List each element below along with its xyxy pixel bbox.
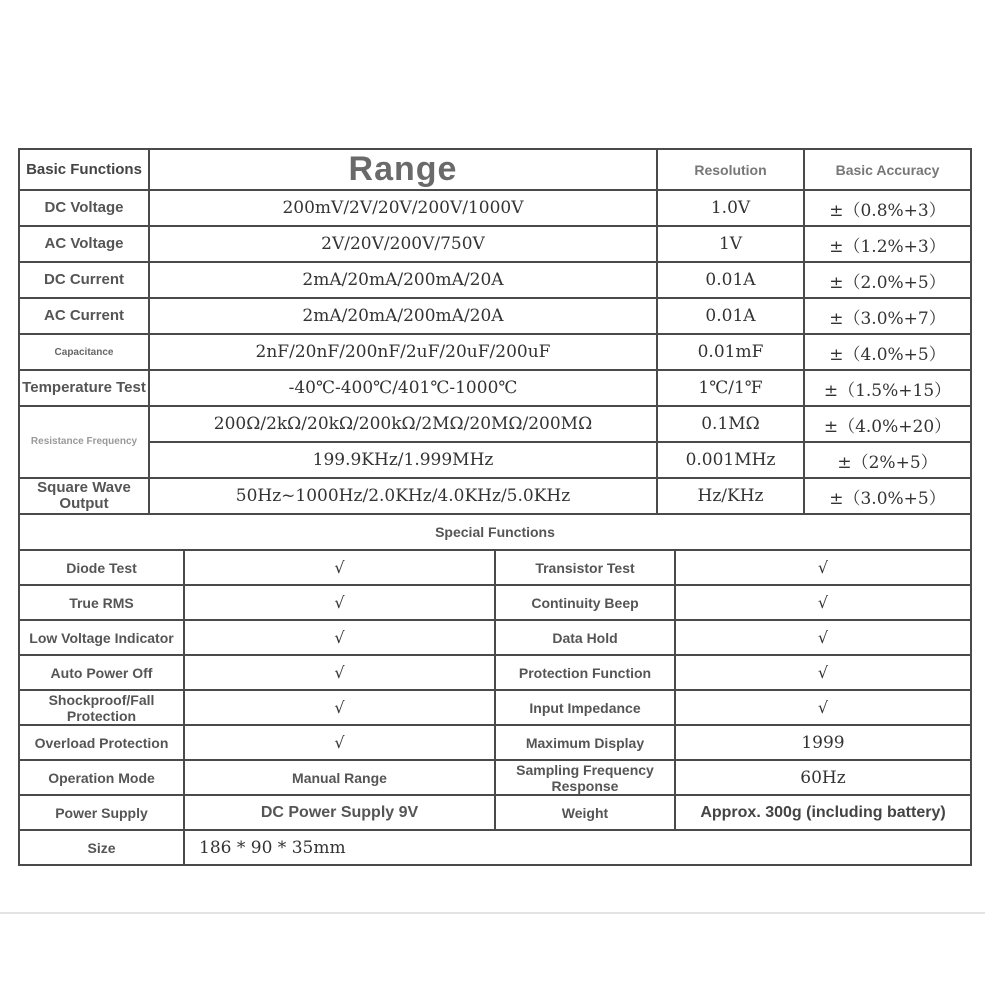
table-row (19, 655, 971, 690)
row-range: 2V/20V/200V/750V (149, 226, 657, 262)
table-row (19, 370, 971, 406)
spec-sheet (18, 148, 970, 866)
table-row (19, 760, 971, 795)
row-label: AC Current (19, 298, 149, 334)
row-range: 200Ω/2kΩ/20kΩ/200kΩ/2MΩ/20MΩ/200MΩ (149, 406, 657, 442)
row-accuracy: ±（3.0%+7） (804, 298, 971, 334)
check-icon: √ (675, 585, 971, 620)
feature-value: 1999 (675, 725, 971, 760)
header-row (19, 149, 971, 190)
row-accuracy: ±（1.5%+15） (804, 370, 971, 406)
row-resolution: 0.01A (657, 262, 804, 298)
row-resolution: 0.01mF (657, 334, 804, 370)
feature-label: Shockproof/Fall Protection (19, 690, 184, 725)
row-resolution: 1℃/1℉ (657, 370, 804, 406)
row-accuracy: ±（0.8%+3） (804, 190, 971, 226)
table-row (19, 406, 971, 442)
row-label: DC Current (19, 262, 149, 298)
feature-label: Data Hold (495, 620, 675, 655)
divider (0, 912, 985, 914)
row-range: 199.9KHz/1.999MHz (149, 442, 657, 478)
special-functions-table (18, 513, 972, 866)
table-row (19, 442, 971, 478)
feature-label: True RMS (19, 585, 184, 620)
row-accuracy: ±（4.0%+5） (804, 334, 971, 370)
check-icon: √ (184, 690, 495, 725)
feature-label: Weight (495, 795, 675, 830)
row-label: DC Voltage (19, 190, 149, 226)
row-range: 2nF/20nF/200nF/2uF/20uF/200uF (149, 334, 657, 370)
row-accuracy: ±（4.0%+20） (804, 406, 971, 442)
table-row (19, 334, 971, 370)
table-row (19, 478, 971, 514)
feature-label: Low Voltage Indicator (19, 620, 184, 655)
row-range: 2mA/20mA/200mA/20A (149, 262, 657, 298)
check-icon: √ (184, 585, 495, 620)
row-accuracy: ±（2.0%+5） (804, 262, 971, 298)
table-row (19, 830, 971, 865)
table-row (19, 725, 971, 760)
table-row (19, 795, 971, 830)
row-resolution: 0.01A (657, 298, 804, 334)
table-row (19, 262, 971, 298)
row-label: Capacitance (19, 334, 149, 370)
feature-label: Diode Test (19, 550, 184, 585)
feature-label: Power Supply (19, 795, 184, 830)
row-label: AC Voltage (19, 226, 149, 262)
feature-label: Continuity Beep (495, 585, 675, 620)
table-row (19, 550, 971, 585)
header-accuracy: Basic Accuracy (804, 149, 971, 190)
check-icon: √ (184, 550, 495, 585)
resistance-frequency-label: Resistance Frequency (19, 406, 149, 478)
feature-label: Maximum Display (495, 725, 675, 760)
feature-value: Manual Range (184, 760, 495, 795)
header-resolution: Resolution (657, 149, 804, 190)
table-row (19, 690, 971, 725)
basic-functions-table (18, 148, 972, 515)
feature-label: Overload Protection (19, 725, 184, 760)
row-resolution: 0.001MHz (657, 442, 804, 478)
row-accuracy: ±（1.2%+3） (804, 226, 971, 262)
feature-label: Auto Power Off (19, 655, 184, 690)
row-resolution: 1.0V (657, 190, 804, 226)
feature-value: 60Hz (675, 760, 971, 795)
check-icon: √ (184, 620, 495, 655)
table-row (19, 298, 971, 334)
row-range: 200mV/2V/20V/200V/1000V (149, 190, 657, 226)
row-resolution: 0.1MΩ (657, 406, 804, 442)
check-icon: √ (184, 655, 495, 690)
check-icon: √ (675, 550, 971, 585)
row-label: Temperature Test (19, 370, 149, 406)
check-icon: √ (675, 620, 971, 655)
row-range: 2mA/20mA/200mA/20A (149, 298, 657, 334)
table-row (19, 620, 971, 655)
special-functions-title: Special Functions (19, 514, 971, 550)
feature-label: Sampling Frequency Response (495, 760, 675, 795)
row-range: -40℃-400℃/401℃-1000℃ (149, 370, 657, 406)
feature-label: Transistor Test (495, 550, 675, 585)
check-icon: √ (184, 725, 495, 760)
row-range: 50Hz~1000Hz/2.0KHz/4.0KHz/5.0KHz (149, 478, 657, 514)
table-row (19, 585, 971, 620)
row-resolution: Hz/KHz (657, 478, 804, 514)
row-accuracy: ±（3.0%+5） (804, 478, 971, 514)
feature-label: Protection Function (495, 655, 675, 690)
header-range: Range (149, 149, 657, 190)
feature-label: Operation Mode (19, 760, 184, 795)
feature-value: 186 * 90 * 35mm (184, 830, 971, 865)
table-row (19, 226, 971, 262)
feature-value: Approx. 300g (including battery) (675, 795, 971, 830)
table-row (19, 190, 971, 226)
check-icon: √ (675, 655, 971, 690)
special-title-row (19, 514, 971, 550)
feature-value: DC Power Supply 9V (184, 795, 495, 830)
row-resolution: 1V (657, 226, 804, 262)
header-basic-functions: Basic Functions (19, 149, 149, 190)
feature-label: Input Impedance (495, 690, 675, 725)
row-accuracy: ±（2%+5） (804, 442, 971, 478)
feature-label: Size (19, 830, 184, 865)
row-label: Square Wave Output (19, 478, 149, 514)
check-icon: √ (675, 690, 971, 725)
